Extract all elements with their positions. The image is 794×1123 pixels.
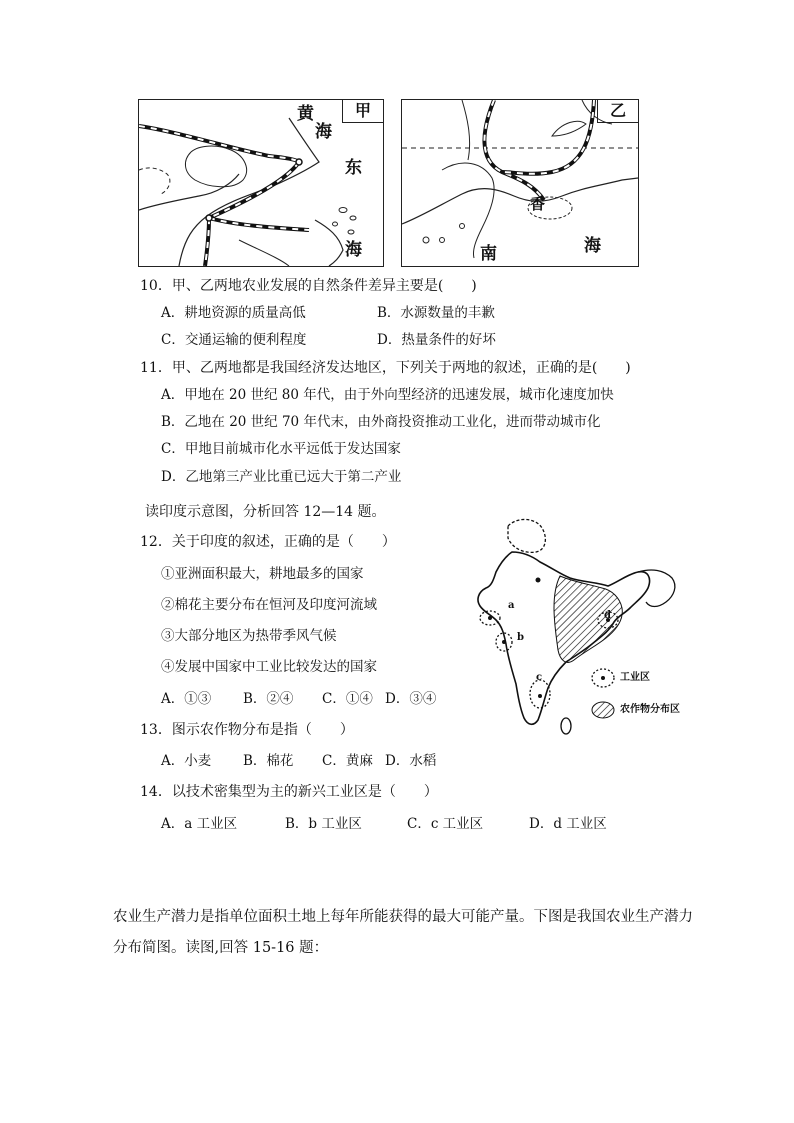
q10-option-b: B．水源数量的丰歉 <box>377 305 495 321</box>
map-yi-label-nan: 南 <box>480 244 497 264</box>
map-jia <box>138 99 384 267</box>
q11-option-d: D．乙地第三产业比重已远大于第二产业 <box>161 469 402 485</box>
map-yi-label-hai: 海 <box>584 236 601 256</box>
india-region-label-d: d <box>604 610 611 621</box>
q13-option-a: A．小麦 <box>161 753 212 769</box>
q11-option-c: C．甲地目前城市化水平远低于发达国家 <box>161 441 401 457</box>
legend-crop-label: 农作物分布区 <box>620 704 680 715</box>
india-region-label-a: a <box>508 600 515 611</box>
q11-option-a: A．甲地在 20 世纪 80 年代，由于外向型经济的迅速发展，城市化速度加快 <box>161 387 614 403</box>
q12-option-c: C．①④ <box>322 691 373 707</box>
q11-option-b: B．乙地在 20 世纪 70 年代末，由外商投资推动工业化，进而带动城市化 <box>161 414 601 430</box>
map-jia-label-huang: 黄 <box>297 104 314 124</box>
india-map <box>462 512 688 740</box>
q12-option-d: D．③④ <box>385 691 437 707</box>
intro15-line1: 农业生产潜力是指单位面积土地上每年所能获得的最大可能产量。下图是我国农业生产潜力 <box>113 909 693 925</box>
q12-statement-2: ②棉花主要分布在恒河及印度河流域 <box>161 597 377 613</box>
q10-stem: 10．甲、乙两地农业发展的自然条件差异主要是( ) <box>140 278 477 294</box>
map-jia-corner-label: 甲 <box>342 100 383 123</box>
map-jia-label-dong: 东 <box>345 158 362 178</box>
india-region-label-b: b <box>517 632 524 643</box>
map-yi-corner-label: 乙 <box>597 100 638 123</box>
q13-option-b: B．棉花 <box>243 753 294 769</box>
q12-stem: 12．关于印度的叙述，正确的是（ ） <box>140 534 396 550</box>
q14-option-d: D．d 工业区 <box>529 816 607 832</box>
q12-statement-1: ①亚洲面积最大，耕地最多的国家 <box>161 566 364 582</box>
legend-industrial-label: 工业区 <box>620 672 650 683</box>
q14-option-a: A．a 工业区 <box>161 816 238 832</box>
map-jia-label-hai-bottom: 海 <box>345 240 362 260</box>
q13-option-d: D．水稻 <box>385 753 437 769</box>
q12-option-b: B．②④ <box>243 691 294 707</box>
map-yi-label-gang: 香 <box>530 195 546 213</box>
map-jia-label-hai-top: 海 <box>315 122 332 142</box>
q12-statement-4: ④发展中国家中工业比较发达的国家 <box>161 659 377 675</box>
india-intro: 读印度示意图，分析回答 12—14 题。 <box>145 504 386 520</box>
q14-stem: 14．以技术密集型为主的新兴工业区是（ ） <box>140 784 438 800</box>
map-yi-drawing <box>402 100 638 266</box>
map-yi <box>401 99 639 267</box>
q13-option-c: C．黄麻 <box>322 753 373 769</box>
q14-option-b: B．b 工业区 <box>285 816 362 832</box>
india-region-label-c: c <box>536 672 543 683</box>
q10-option-d: D．热量条件的好坏 <box>377 332 496 348</box>
q12-statement-3: ③大部分地区为热带季风气候 <box>161 628 337 644</box>
intro15-line2: 分布简图。读图,回答 15-16 题： <box>113 940 329 956</box>
q14-option-c: C．c 工业区 <box>407 816 484 832</box>
q12-option-a: A．①③ <box>161 691 212 707</box>
q11-stem: 11．甲、乙两地都是我国经济发达地区，下列关于两地的叙述，正确的是( ) <box>140 360 631 376</box>
q13-stem: 13．图示农作物分布是指（ ） <box>140 722 354 738</box>
q10-option-a: A．耕地资源的质量高低 <box>161 305 306 321</box>
q10-option-c: C．交通运输的便利程度 <box>161 332 307 348</box>
